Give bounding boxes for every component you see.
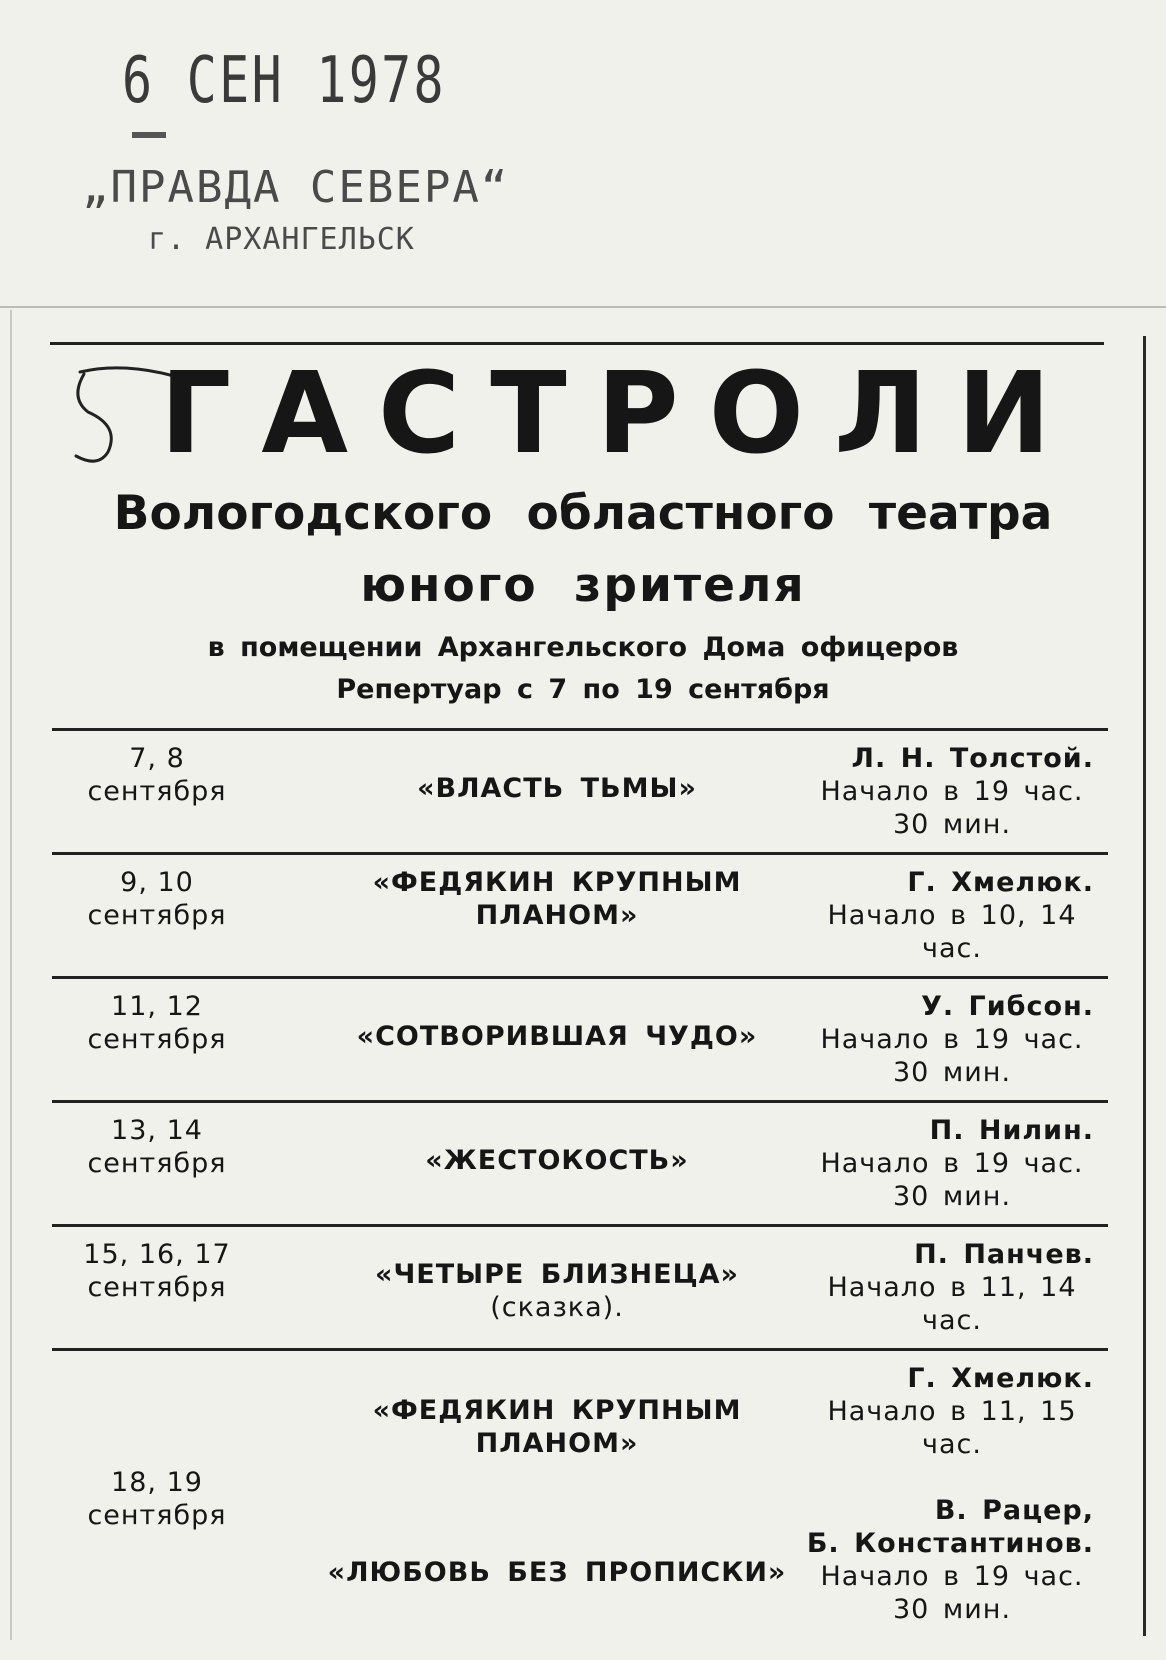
play-title-line: «ФЕДЯКИН КРУПНЫМ xyxy=(372,867,742,898)
theatre-name-line2: юного зрителя xyxy=(360,558,806,613)
date-month: сентября xyxy=(87,776,227,807)
play-info xyxy=(782,1494,1122,1626)
play-author: Г. Хмелюк. xyxy=(907,1363,1094,1394)
start-time-line1: Начало в 19 час. xyxy=(820,1024,1084,1055)
stamp-dash xyxy=(132,132,166,138)
date-month: сентября xyxy=(87,1024,227,1055)
date-days: 9, 10 xyxy=(120,867,194,898)
play-title-line: «ВЛАСТЬ ТЬМЫ» xyxy=(417,773,697,804)
play-author-line1: В. Рацер, xyxy=(934,1495,1094,1526)
play-title-line: ПЛАНОМ» xyxy=(475,1428,639,1459)
date-month: сентября xyxy=(87,1500,227,1531)
row-date xyxy=(52,742,262,808)
play-info xyxy=(782,1238,1122,1337)
play-author: У. Гибсон. xyxy=(921,991,1094,1022)
row-date xyxy=(52,1466,262,1532)
start-time-line2: час. xyxy=(922,933,982,964)
play-title xyxy=(292,1258,822,1324)
start-time-line1: Начало в 19 час. xyxy=(820,1561,1084,1592)
play-title-line: ПЛАНОМ» xyxy=(475,900,639,931)
row-divider xyxy=(52,976,1108,979)
play-title-line: «ФЕДЯКИН КРУПНЫМ xyxy=(372,1395,742,1426)
clipping-edge-top xyxy=(0,306,1166,308)
play-title xyxy=(292,1144,822,1177)
play-title xyxy=(292,772,822,805)
date-days: 18, 19 xyxy=(111,1467,203,1498)
start-time-line2: 30 мин. xyxy=(892,1181,1012,1212)
start-time-line1: Начало в 11, 15 xyxy=(827,1396,1077,1427)
start-time-line1: Начало в 11, 14 xyxy=(827,1272,1077,1303)
row-divider xyxy=(52,852,1108,855)
row-date xyxy=(52,990,262,1056)
row-divider xyxy=(52,728,1108,731)
play-title-line: «ЧЕТЫРЕ БЛИЗНЕЦА» xyxy=(375,1259,739,1290)
play-title xyxy=(292,1394,822,1460)
date-days: 11, 12 xyxy=(111,991,203,1022)
start-time-line2: 30 мин. xyxy=(892,1057,1012,1088)
stamp-date: 6 СЕН 1978 xyxy=(122,44,446,118)
play-info xyxy=(782,1114,1122,1213)
date-month: сентября xyxy=(87,1148,227,1179)
clipping-edge-left xyxy=(10,310,12,1640)
start-time-line1: Начало в 10, 14 xyxy=(827,900,1077,931)
start-time-line2: 30 мин. xyxy=(892,1594,1012,1625)
start-time-line2: час. xyxy=(922,1305,982,1336)
row-divider xyxy=(52,1224,1108,1227)
play-info xyxy=(782,1362,1122,1461)
date-days: 15, 16, 17 xyxy=(83,1239,231,1270)
date-month: сентября xyxy=(87,900,227,931)
play-title-line: «ЖЕСТОКОСТЬ» xyxy=(425,1145,689,1176)
clipping-edge-right xyxy=(1143,336,1146,1636)
top-rule xyxy=(50,342,1104,345)
play-author: Л. Н. Толстой. xyxy=(851,743,1094,774)
archive-stamp xyxy=(60,44,620,284)
play-info xyxy=(782,866,1122,965)
stamp-city: г. АРХАНГЕЛЬСК xyxy=(148,222,415,257)
date-days: 7, 8 xyxy=(129,743,185,774)
start-time-line1: Начало в 19 час. xyxy=(820,1148,1084,1179)
main-title: ГАСТРОЛИ xyxy=(160,349,1081,479)
play-title xyxy=(292,1556,822,1589)
row-date xyxy=(52,1114,262,1180)
play-author: П. Нилин. xyxy=(929,1115,1094,1146)
theatre-name-line1: Вологодского областного театра xyxy=(113,486,1053,541)
play-author-line2: Б. Константинов. xyxy=(806,1528,1094,1559)
play-author: Г. Хмелюк. xyxy=(907,867,1094,898)
play-info xyxy=(782,990,1122,1089)
play-title-line: «ЛЮБОВЬ БЕЗ ПРОПИСКИ» xyxy=(327,1557,787,1588)
date-month: сентября xyxy=(87,1272,227,1303)
stamp-newspaper: „ПРАВДА СЕВЕРА“ xyxy=(82,162,510,213)
play-title xyxy=(292,866,822,932)
row-divider xyxy=(52,1100,1108,1103)
date-days: 13, 14 xyxy=(111,1115,203,1146)
play-genre-note: (сказка). xyxy=(490,1292,624,1323)
play-info xyxy=(782,742,1122,841)
row-date xyxy=(52,1238,262,1304)
start-time-line2: 30 мин. xyxy=(892,809,1012,840)
row-divider xyxy=(52,1348,1108,1351)
play-title xyxy=(292,1020,822,1053)
play-title-line: «СОТВОРИВШАЯ ЧУДО» xyxy=(356,1021,758,1052)
repertoire-period: Репертуар с 7 по 19 сентября xyxy=(336,674,830,705)
venue-line: в помещении Архангельского Дома офицеров xyxy=(207,632,959,663)
play-author: П. Панчев. xyxy=(914,1239,1094,1270)
start-time-line1: Начало в 19 час. xyxy=(820,776,1084,807)
row-date xyxy=(52,866,262,932)
start-time-line2: час. xyxy=(922,1429,982,1460)
